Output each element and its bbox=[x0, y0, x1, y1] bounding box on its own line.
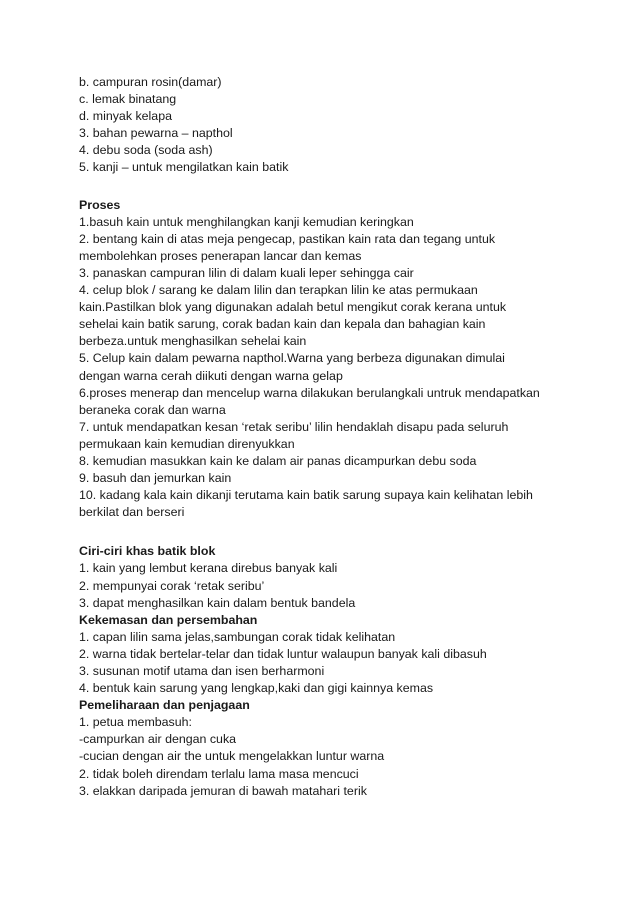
materials-list bbox=[79, 74, 579, 177]
process-line: berkilat dan berseri bbox=[79, 505, 185, 520]
process-line: 9. basuh dan jemurkan kain bbox=[79, 471, 232, 486]
materials-item: 3. bahan pewarna – napthol bbox=[79, 126, 233, 141]
process-line: 7. untuk mendapatkan kesan ‘retak seribu’ lilin hendaklah disapu pada seluruh bbox=[79, 419, 509, 434]
materials-item: 5. kanji – untuk mengilatkan kain batik bbox=[79, 160, 289, 175]
process-line: sehelai kain batik sarung, corak badan kain dan kepala dan bahagian kain bbox=[79, 317, 486, 332]
presentation-line: 3. susunan motif utama dan isen berharmoni bbox=[79, 664, 325, 678]
features-line: 3. dapat menghasilkan kain dalam bentuk bandela bbox=[79, 595, 356, 610]
materials-item: b. campuran rosin(damar) bbox=[79, 75, 222, 89]
process-heading: Proses bbox=[79, 197, 121, 212]
care-line: 2. tidak boleh direndam terlalu lama masa mencuci bbox=[79, 766, 359, 781]
materials-item: 4. debu soda (soda ash) bbox=[79, 143, 213, 158]
features-line: 2. mempunyai corak ‘retak seribu’ bbox=[79, 578, 265, 593]
care-line: -campurkan air dengan cuka bbox=[79, 732, 237, 747]
presentation-line: 1. capan lilin sama jelas,sambungan corak tidak kelihatan bbox=[79, 629, 396, 644]
process-line: dengan warna cerah diikuti dengan warna gelap bbox=[79, 368, 343, 383]
presentation-heading: Kekemasan dan persembahan bbox=[79, 612, 258, 627]
process-line: 2. bentang kain di atas meja pengecap, pastikan kain rata dan tegang untuk bbox=[79, 231, 496, 246]
process-line: kain.Pastilkan blok yang digunakan adalah betul mengikut corak kerana untuk bbox=[79, 300, 507, 315]
care-heading: Pemeliharaan dan penjagaan bbox=[79, 698, 250, 713]
presentation-line: 4. bentuk kain sarung yang lengkap,kaki dan gigi kainnya kemas bbox=[79, 681, 434, 696]
process-line: 3. panaskan campuran lilin di dalam kuali leper sehingga cair bbox=[79, 265, 414, 280]
care-line: -cucian dengan air the untuk mengelakkan luntur warna bbox=[79, 749, 385, 764]
presentation-line: 2. warna tidak bertelar-telar dan tidak luntur walaupun banyak kali dibasuh bbox=[79, 646, 487, 661]
process-line: 1.basuh kain untuk menghilangkan kanji kemudian keringkan bbox=[79, 214, 414, 229]
process-line: 8. kemudian masukkan kain ke dalam air panas dicampurkan debu soda bbox=[79, 453, 477, 468]
section-spacer bbox=[79, 521, 579, 538]
materials-item: d. minyak kelapa bbox=[79, 109, 172, 124]
process-section bbox=[79, 197, 579, 522]
document-body bbox=[79, 74, 579, 800]
section-spacer bbox=[79, 177, 579, 194]
process-line: permukaan kain kemudian direnyukkan bbox=[79, 436, 295, 451]
process-line: 10. kadang kala kain dikanji terutama kain batik sarung supaya kain kelihatan lebih bbox=[79, 488, 533, 503]
process-line: beraneka corak dan warna bbox=[79, 402, 226, 417]
care-line: 3. elakkan daripada jemuran di bawah matahari terik bbox=[79, 783, 367, 798]
care-section bbox=[79, 697, 579, 800]
process-line: 5. Celup kain dalam pewarna napthol.Warna yang berbeza digunakan dimulai bbox=[79, 351, 505, 366]
process-line: berbeza.untuk menghasilkan sehelai kain bbox=[79, 334, 307, 349]
features-section bbox=[79, 543, 579, 611]
process-line: 6.proses menerap dan mencelup warna dilakukan berulangkali untruk mendapatkan bbox=[79, 385, 540, 400]
presentation-section bbox=[79, 612, 579, 697]
process-line: 4. celup blok / sarang ke dalam lilin dan terapkan lilin ke atas permukaan bbox=[79, 283, 478, 298]
process-line: membolehkan proses penerapan lancar dan kemas bbox=[79, 248, 362, 263]
features-heading: Ciri-ciri khas batik blok bbox=[79, 544, 216, 559]
features-line: 1. kain yang lembut kerana direbus banyak kali bbox=[79, 561, 338, 576]
care-line: 1. petua membasuh: bbox=[79, 715, 192, 730]
materials-item: c. lemak binatang bbox=[79, 92, 177, 107]
